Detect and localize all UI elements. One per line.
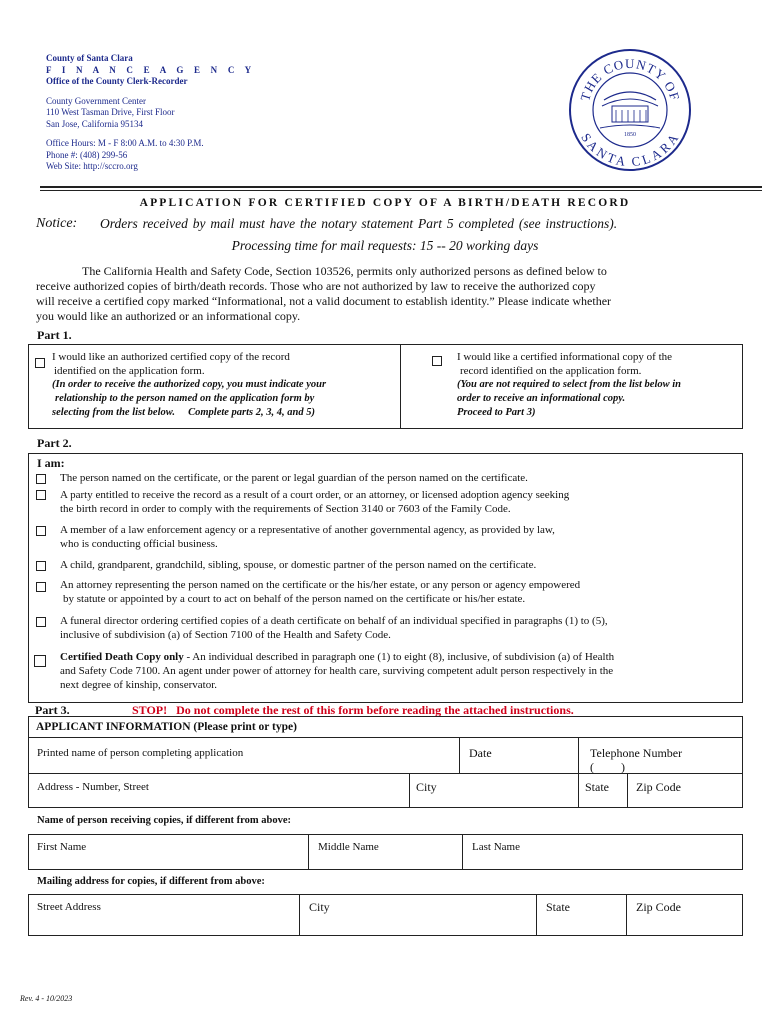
part1-divider [400,344,401,429]
relationship-option-5 [60,578,580,606]
seal-bottom-text: SANTA CLARA [578,130,682,169]
office-name: Office of the County Clerk-Recorder [46,76,188,86]
intro-line: will receive a certified copy marked “Informational, not a valid document to establish identity.” Please indicate whether [36,294,612,308]
part2-label: Part 2. [37,436,72,450]
telephone-field[interactable]: Telephone Number [590,746,683,760]
mailing-zip-field[interactable]: Zip Code [636,900,681,914]
death-copy-checkbox[interactable] [34,655,46,667]
applicant-header: APPLICANT INFORMATION (Please print or type) [36,721,297,733]
receiving-header: Name of person receiving copies, if different from above: [37,815,291,826]
option-line: A member of a law enforcement agency or a representative of another governmental agency, as provided by law, [60,524,555,536]
death-copy-title: Certified Death Copy only [60,651,184,663]
informational-copy-checkbox[interactable] [432,356,442,366]
stop-warning: STOP! Do not complete the rest of this form before reading the attached instructions. [132,703,574,717]
relationship-checkbox-3[interactable] [36,526,46,536]
relationship-option-3 [60,523,555,551]
relationship-checkbox-4[interactable] [36,561,46,571]
intro-line: you would like an authorized or an informational copy. [36,309,301,323]
authorized-note: selecting from the list below. Complete parts 2, 3, 4, and 5) [52,407,315,418]
table-line [536,894,537,936]
informational-copy-option [457,350,681,420]
authorized-copy-option [52,350,326,420]
address-line-2: 110 West Tasman Drive, First Floor [46,107,175,117]
address-field[interactable]: Address - Number, Street [37,781,149,793]
header-divider-thin [40,190,762,191]
informational-line: record identified on the application form. [460,365,642,377]
revision-label: Rev. 4 - 10/2023 [20,994,73,1003]
office-hours: Office Hours: M - F 8:00 A.M. to 4:30 P.M. [46,138,204,148]
option-line: An attorney representing the person named on the certificate or the his/her estate, or any person or agency empowered [60,579,581,591]
date-field[interactable]: Date [469,746,492,760]
option-line: inclusive of subdivision (a) of Section 7100 of the Health and Safety Code. [60,629,391,641]
seal-year: 1850 [624,132,636,138]
phone-number: Phone #: (408) 299-56 [46,149,128,160]
printed-name-field[interactable]: Printed name of person completing application [37,747,244,759]
option-line: who is conducting official business. [60,538,218,550]
street-address-field[interactable]: Street Address [37,901,101,913]
state-field[interactable]: State [585,780,609,794]
table-line [459,737,460,773]
informational-note: Proceed to Part 3) [457,407,536,418]
county-name: County of Santa Clara [46,53,133,63]
authorized-copy-checkbox[interactable] [35,358,45,368]
table-line [409,773,410,808]
intro-line: The California Health and Safety Code, Section 103526, permits only authorized persons as defined below to [82,264,607,278]
table-line [626,894,627,936]
relationship-checkbox-5[interactable] [36,582,46,592]
part3-label: Part 3. [35,703,70,717]
address-line-3: San Jose, California 95134 [46,118,143,129]
agency-name: F I N A N C E A G E N C Y [46,64,256,75]
authorized-note: (In order to receive the authorized copy, you must indicate your [52,379,327,390]
death-copy-line: next degree of kinship, conservator. [60,679,218,691]
option-line: the birth record in order to comply with the requirements of Section 3140 or 7603 of the Family Code. [60,503,511,515]
authorized-note: relationship to the person named on the application form by [55,393,315,404]
header-divider [40,186,762,188]
website: Web Site: http://sccro.org [46,161,138,171]
intro-paragraph [36,264,756,324]
mailing-state-field[interactable]: State [546,900,570,914]
processing-time: Processing time for mail requests: 15 -- 20 working days [231,238,539,253]
middle-name-field[interactable]: Middle Name [318,841,379,853]
table-line [299,894,300,936]
death-copy-option [60,650,614,692]
agency-header [46,53,255,173]
table-line [28,773,743,774]
mailing-city-field[interactable]: City [309,900,330,914]
receiving-table [28,834,743,870]
option-line: by statute or appointed by a court to act on behalf of the person named on the certificate or his/her estate. [63,593,526,605]
city-field[interactable]: City [416,780,437,794]
relationship-option-4: A child, grandparent, grandchild, sibling, spouse, or domestic partner of the person named on the certificate. [60,559,537,571]
relationship-checkbox-1[interactable] [36,474,46,484]
county-seal-logo [568,48,692,172]
relationship-option-2 [60,488,569,516]
seal-top-text: THE COUNTY OF [577,55,683,103]
relationship-checkbox-2[interactable] [36,490,46,500]
address-line-1: County Government Center [46,95,146,106]
telephone-area-code: ( ) [590,760,625,774]
option-line: A funeral director ordering certified copies of a death certificate on behalf of an individual specified in paragraphs (1) to (5), [60,615,608,627]
death-copy-line: and Safety Code 7100. An agent under power of attorney for health care, surviving competent adult person respectively in the [60,665,614,677]
last-name-field[interactable]: Last Name [472,841,520,853]
table-line [462,834,463,870]
table-line [28,737,743,738]
death-copy-text: - An individual described in paragraph one (1) to eight (8), inclusive, of subdivision (a) of Health [183,651,615,663]
table-line [627,773,628,808]
form-title: APPLICATION FOR CERTIFIED COPY OF A BIRTH/DEATH RECORD [139,197,631,209]
notice-label: Notice: [36,216,78,231]
part1-label: Part 1. [37,328,72,342]
relationship-option-1: The person named on the certificate, or the parent or legal guardian of the person named on the certificate. [60,472,528,484]
notice-text: Orders received by mail must have the notary statement Part 5 completed (see instructions). [100,216,618,231]
first-name-field[interactable]: First Name [37,841,87,853]
informational-note: order to receive an informational copy. [457,393,626,404]
table-line [578,737,579,808]
zip-field[interactable]: Zip Code [636,780,681,794]
authorized-line: I would like an authorized certified copy of the record [52,351,290,363]
informational-note: (You are not required to select from the list below in [457,379,682,390]
i-am-label: I am: [37,456,65,470]
authorized-line: identified on the application form. [54,365,205,377]
relationship-option-6 [60,614,608,642]
informational-line: I would like a certified informational copy of the [457,351,673,363]
intro-line: receive authorized copies of birth/death records. Those who are not authorized by law to receive the authorized copy [36,279,596,293]
option-line: A party entitled to receive the record as a result of a court order, or an attorney, or licensed adoption agency seeking [60,489,570,501]
relationship-checkbox-6[interactable] [36,617,46,627]
mailing-header: Mailing address for copies, if different from above: [37,876,265,887]
table-line [308,834,309,870]
